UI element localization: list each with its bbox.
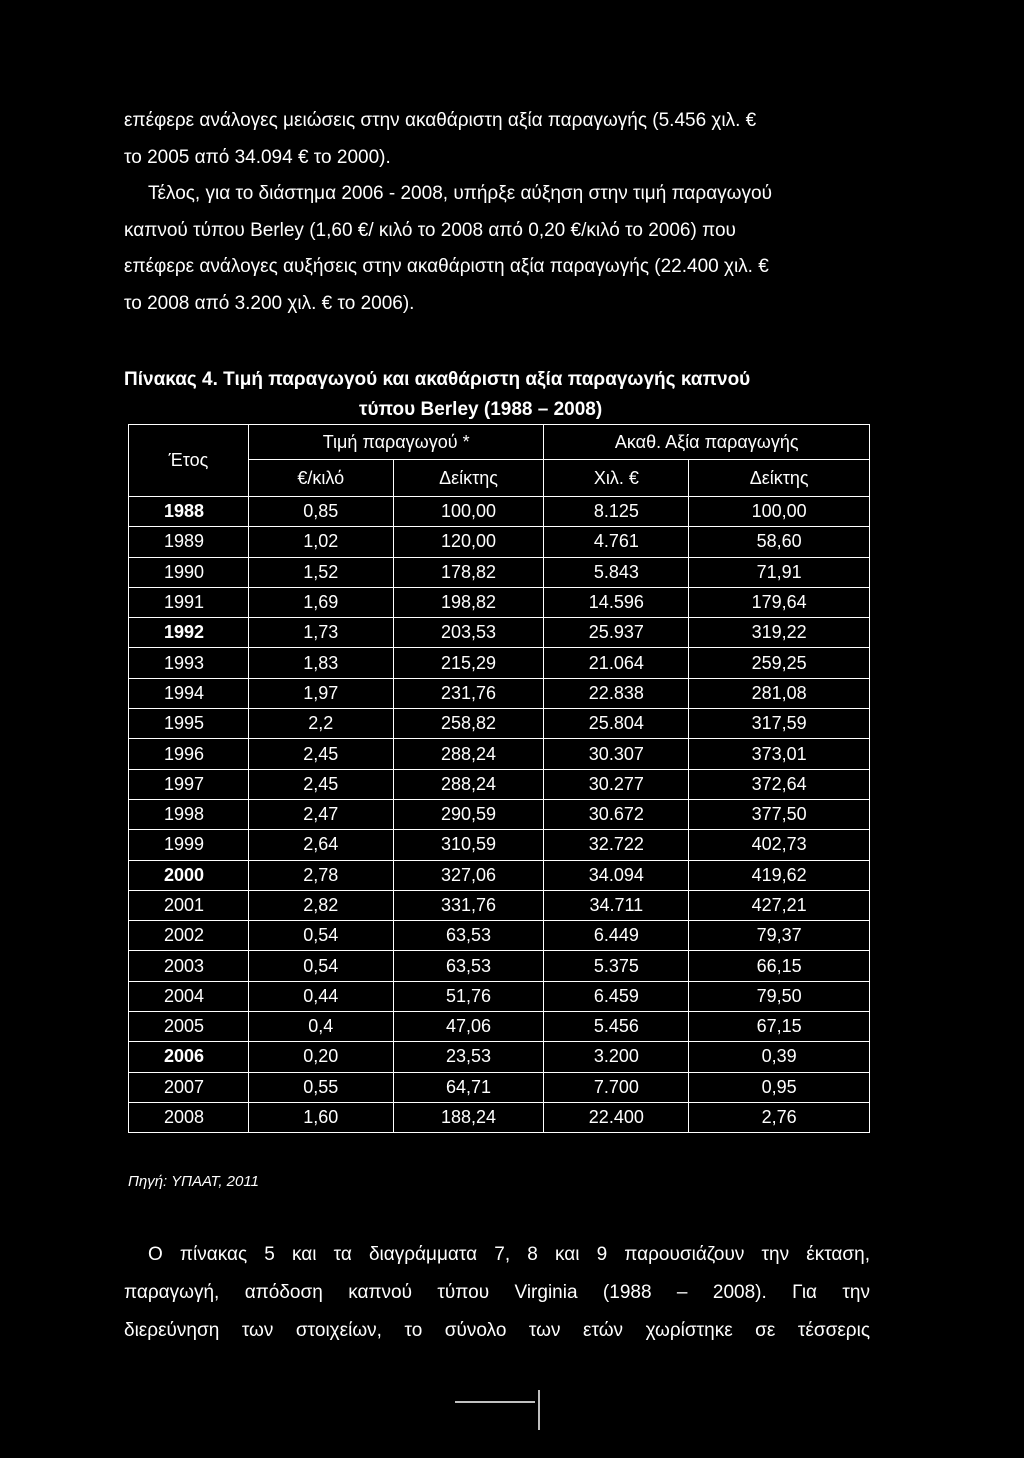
value-index-cell: 0,39 <box>689 1042 870 1072</box>
price-cell: 2,47 <box>248 799 393 829</box>
price-index-cell: 63,53 <box>393 921 544 951</box>
price-index-cell: 215,29 <box>393 648 544 678</box>
year-cell: 1994 <box>129 678 249 708</box>
intro-line: επέφερε ανάλογες αυξήσεις στην ακαθάριστη αξία παραγωγής (22.400 χιλ. € <box>124 256 769 277</box>
table-caption <box>124 365 884 425</box>
year-cell: 1989 <box>129 527 249 557</box>
value-index-cell: 71,91 <box>689 557 870 587</box>
value-cell: 30.672 <box>544 799 689 829</box>
table-row <box>129 678 870 708</box>
value-index-cell: 372,64 <box>689 769 870 799</box>
price-index-cell: 203,53 <box>393 618 544 648</box>
year-cell: 2000 <box>129 860 249 890</box>
value-cell: 6.459 <box>544 981 689 1011</box>
price-index-cell: 331,76 <box>393 890 544 920</box>
value-cell: 8.125 <box>544 497 689 527</box>
price-cell: 1,73 <box>248 618 393 648</box>
price-cell: 1,52 <box>248 557 393 587</box>
price-cell: 2,45 <box>248 769 393 799</box>
price-index-cell: 290,59 <box>393 799 544 829</box>
price-cell: 0,44 <box>248 981 393 1011</box>
page-footer-mark <box>455 1388 541 1432</box>
table-row <box>129 890 870 920</box>
price-cell: 1,60 <box>248 1102 393 1132</box>
year-cell: 1997 <box>129 769 249 799</box>
table-row <box>129 557 870 587</box>
year-cell: 2003 <box>129 951 249 981</box>
intro-line: το 2005 από 34.094 € το 2000). <box>124 146 391 168</box>
price-index-cell: 47,06 <box>393 1012 544 1042</box>
value-cell: 21.064 <box>544 648 689 678</box>
year-cell: 1998 <box>129 799 249 829</box>
value-cell: 5.456 <box>544 1012 689 1042</box>
price-cell: 0,4 <box>248 1012 393 1042</box>
value-cell: 3.200 <box>544 1042 689 1072</box>
price-index-cell: 288,24 <box>393 739 544 769</box>
value-cell: 30.277 <box>544 769 689 799</box>
table-row <box>129 981 870 1011</box>
value-index-cell: 259,25 <box>689 648 870 678</box>
price-index-cell: 198,82 <box>393 587 544 617</box>
price-cell: 2,2 <box>248 709 393 739</box>
value-cell: 25.937 <box>544 618 689 648</box>
value-cell: 5.375 <box>544 951 689 981</box>
value-index-cell: 179,64 <box>689 587 870 617</box>
value-index-cell: 319,22 <box>689 618 870 648</box>
year-cell: 1990 <box>129 557 249 587</box>
year-cell: 1992 <box>129 618 249 648</box>
value-index-cell: 427,21 <box>689 890 870 920</box>
outro-line: παραγωγή, απόδοση καπνού τύπου Virginia (1988 – 2008). Για την <box>124 1282 870 1303</box>
value-index-cell: 373,01 <box>689 739 870 769</box>
price-cell: 1,02 <box>248 527 393 557</box>
header-value-thousand: Χιλ. € <box>544 460 689 497</box>
price-cell: 2,64 <box>248 830 393 860</box>
header-price-per-kg: €/κιλό <box>248 460 393 497</box>
price-index-cell: 178,82 <box>393 557 544 587</box>
outro-paragraph <box>124 1236 870 1350</box>
price-index-cell: 64,71 <box>393 1072 544 1102</box>
header-value-index: Δείκτης <box>689 460 870 497</box>
year-cell: 2007 <box>129 1072 249 1102</box>
year-cell: 2008 <box>129 1102 249 1132</box>
price-index-cell: 63,53 <box>393 951 544 981</box>
header-price-group: Τιμή παραγωγού * <box>248 425 544 460</box>
price-index-cell: 51,76 <box>393 981 544 1011</box>
table-row <box>129 618 870 648</box>
price-cell: 0,85 <box>248 497 393 527</box>
price-index-cell: 310,59 <box>393 830 544 860</box>
value-cell: 7.700 <box>544 1072 689 1102</box>
year-cell: 2005 <box>129 1012 249 1042</box>
table-body <box>129 497 870 1133</box>
value-index-cell: 419,62 <box>689 860 870 890</box>
value-cell: 30.307 <box>544 739 689 769</box>
value-index-cell: 66,15 <box>689 951 870 981</box>
year-cell: 1988 <box>129 497 249 527</box>
price-cell: 1,97 <box>248 678 393 708</box>
value-index-cell: 67,15 <box>689 1012 870 1042</box>
value-index-cell: 79,37 <box>689 921 870 951</box>
year-cell: 1996 <box>129 739 249 769</box>
value-index-cell: 317,59 <box>689 709 870 739</box>
outro-line: διερεύνηση των στοιχείων, το σύνολο των ετών χωρίστηκε σε τέσσερις <box>124 1320 870 1341</box>
value-cell: 22.400 <box>544 1102 689 1132</box>
source-note: Πηγή: ΥΠΑΑΤ, 2011 <box>128 1173 259 1190</box>
table-row <box>129 769 870 799</box>
value-index-cell: 0,95 <box>689 1072 870 1102</box>
value-index-cell: 100,00 <box>689 497 870 527</box>
table-row <box>129 739 870 769</box>
outro-line: Ο πίνακας 5 και τα διαγράμματα 7, 8 και 9 παρουσιάζουν την έκταση, <box>148 1244 870 1265</box>
price-cell: 0,54 <box>248 951 393 981</box>
table-row <box>129 951 870 981</box>
header-value-group: Ακαθ. Αξία παραγωγής <box>544 425 870 460</box>
table-row <box>129 587 870 617</box>
price-cell: 1,83 <box>248 648 393 678</box>
intro-line: επέφερε ανάλογες μειώσεις στην ακαθάριστη αξία παραγωγής (5.456 χιλ. € <box>124 110 757 131</box>
value-cell: 34.094 <box>544 860 689 890</box>
price-index-cell: 188,24 <box>393 1102 544 1132</box>
year-cell: 1999 <box>129 830 249 860</box>
intro-paragraph <box>124 103 884 322</box>
table-row <box>129 1012 870 1042</box>
price-cell: 2,82 <box>248 890 393 920</box>
table-row <box>129 830 870 860</box>
price-index-cell: 288,24 <box>393 769 544 799</box>
table-row <box>129 921 870 951</box>
year-cell: 1991 <box>129 587 249 617</box>
table-caption-subtitle: τύπου Berley (1988 – 2008) <box>359 399 603 420</box>
intro-line: Τέλος, για το διάστημα 2006 - 2008, υπήρξε αύξηση στην τιμή παραγωγού <box>148 183 772 204</box>
year-cell: 2006 <box>129 1042 249 1072</box>
value-index-cell: 281,08 <box>689 678 870 708</box>
price-index-cell: 23,53 <box>393 1042 544 1072</box>
price-cell: 1,69 <box>248 587 393 617</box>
table-row <box>129 1102 870 1132</box>
value-cell: 5.843 <box>544 557 689 587</box>
table-row <box>129 648 870 678</box>
year-cell: 2004 <box>129 981 249 1011</box>
table-row <box>129 497 870 527</box>
value-index-cell: 2,76 <box>689 1102 870 1132</box>
table-row <box>129 799 870 829</box>
value-cell: 25.804 <box>544 709 689 739</box>
value-index-cell: 58,60 <box>689 527 870 557</box>
value-cell: 4.761 <box>544 527 689 557</box>
year-cell: 1993 <box>129 648 249 678</box>
year-cell: 1995 <box>129 709 249 739</box>
intro-line: καπνού τύπου Berley (1,60 €/ κιλό το 2008 από 0,20 €/κιλό το 2006) που <box>124 219 736 241</box>
price-index-cell: 100,00 <box>393 497 544 527</box>
value-cell: 14.596 <box>544 587 689 617</box>
table-caption-title: Πίνακας 4. Τιμή παραγωγού και ακαθάριστη αξία παραγωγής καπνού <box>124 369 751 390</box>
value-cell: 6.449 <box>544 921 689 951</box>
year-cell: 2001 <box>129 890 249 920</box>
value-index-cell: 79,50 <box>689 981 870 1011</box>
price-index-cell: 258,82 <box>393 709 544 739</box>
price-value-table <box>128 424 870 1133</box>
table-row <box>129 860 870 890</box>
price-cell: 0,55 <box>248 1072 393 1102</box>
price-index-cell: 327,06 <box>393 860 544 890</box>
header-year: Έτος <box>129 425 249 497</box>
price-index-cell: 231,76 <box>393 678 544 708</box>
table-row <box>129 1072 870 1102</box>
table-row <box>129 1042 870 1072</box>
price-cell: 2,45 <box>248 739 393 769</box>
value-index-cell: 402,73 <box>689 830 870 860</box>
value-cell: 32.722 <box>544 830 689 860</box>
price-index-cell: 120,00 <box>393 527 544 557</box>
price-cell: 0,54 <box>248 921 393 951</box>
value-cell: 22.838 <box>544 678 689 708</box>
value-index-cell: 377,50 <box>689 799 870 829</box>
price-cell: 0,20 <box>248 1042 393 1072</box>
intro-line: το 2008 από 3.200 χιλ. € το 2006). <box>124 292 415 314</box>
value-cell: 34.711 <box>544 890 689 920</box>
price-cell: 2,78 <box>248 860 393 890</box>
year-cell: 2002 <box>129 921 249 951</box>
header-price-index: Δείκτης <box>393 460 544 497</box>
table-row <box>129 527 870 557</box>
table-row <box>129 709 870 739</box>
